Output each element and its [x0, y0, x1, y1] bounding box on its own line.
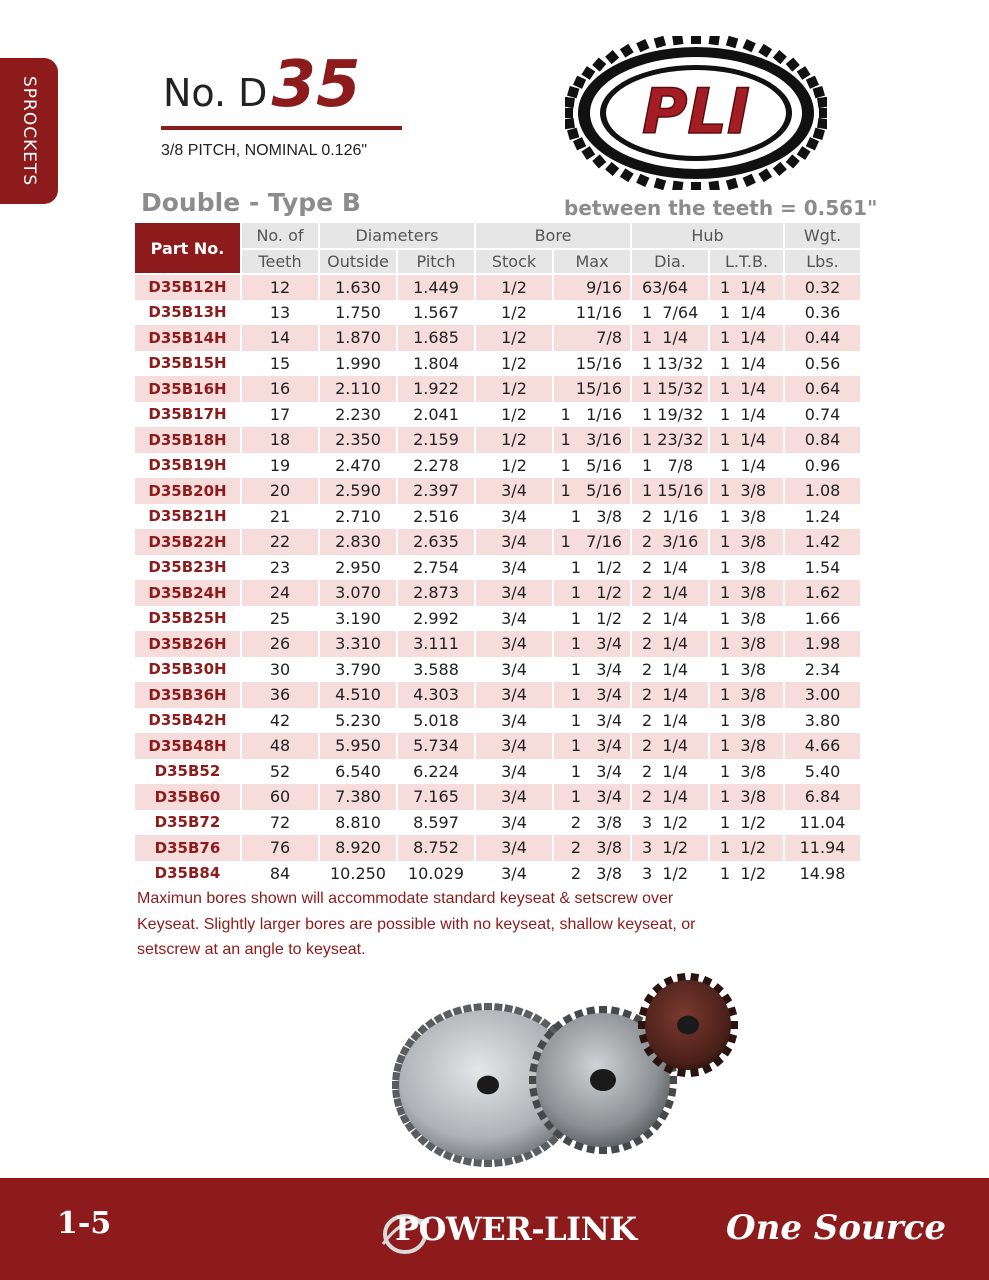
cell-max: 11/16: [553, 300, 631, 326]
cell-pitch: 2.041: [397, 402, 475, 428]
cell-pitch: 7.165: [397, 784, 475, 810]
cell-stock: 3/4: [475, 810, 553, 836]
cell-outside: 8.810: [319, 810, 397, 836]
cell-max: 1 5/16: [553, 453, 631, 479]
cell-max: 1 1/16: [553, 402, 631, 428]
cell-teeth: 19: [241, 453, 319, 479]
cell-pitch: 1.449: [397, 274, 475, 300]
cell-stock: 3/4: [475, 682, 553, 708]
header-hub: Hub: [631, 223, 784, 249]
cell-dia: 1 7/8: [631, 453, 709, 479]
cell-part: D35B26H: [135, 631, 241, 657]
cell-outside: 2.470: [319, 453, 397, 479]
cell-teeth: 72: [241, 810, 319, 836]
table-row: [135, 300, 860, 326]
cell-max: 2 3/8: [553, 861, 631, 887]
page-title: [163, 48, 361, 122]
cell-max: 1 7/16: [553, 529, 631, 555]
cell-teeth: 48: [241, 733, 319, 759]
cell-ltb: 1 1/2: [709, 835, 784, 861]
cell-dia: 1 13/32: [631, 351, 709, 377]
cell-outside: 3.070: [319, 580, 397, 606]
cell-teeth: 25: [241, 606, 319, 632]
cell-part: D35B25H: [135, 606, 241, 632]
cell-ltb: 1 1/2: [709, 861, 784, 887]
cell-pitch: 1.922: [397, 376, 475, 402]
table-row: [135, 529, 860, 555]
cell-teeth: 24: [241, 580, 319, 606]
cell-lbs: 6.84: [784, 784, 860, 810]
table-row: [135, 351, 860, 377]
header-bore: Bore: [475, 223, 631, 249]
cell-part: D35B84: [135, 861, 241, 887]
cell-stock: 1/2: [475, 351, 553, 377]
cell-outside: 3.790: [319, 657, 397, 683]
cell-part: D35B23H: [135, 555, 241, 581]
table-header-group-row: [135, 223, 860, 249]
cell-part: D35B42H: [135, 708, 241, 734]
cell-lbs: 11.04: [784, 810, 860, 836]
cell-lbs: 3.00: [784, 682, 860, 708]
cell-dia: 1 15/32: [631, 376, 709, 402]
cell-lbs: 0.74: [784, 402, 860, 428]
cell-outside: 2.350: [319, 427, 397, 453]
header-dia: Dia.: [631, 249, 709, 275]
cell-pitch: 3.588: [397, 657, 475, 683]
cell-max: 1 3/8: [553, 504, 631, 530]
cell-max: 15/16: [553, 351, 631, 377]
note-line: Keyseat. Slightly larger bores are possible with no keyseat, shallow keyseat, or: [137, 915, 696, 933]
cell-lbs: 1.24: [784, 504, 860, 530]
cell-outside: 2.590: [319, 478, 397, 504]
cell-max: 1 3/4: [553, 733, 631, 759]
table-row: [135, 402, 860, 428]
cell-max: 1 3/16: [553, 427, 631, 453]
cell-part: D35B17H: [135, 402, 241, 428]
cell-max: 15/16: [553, 376, 631, 402]
cell-dia: 3 1/2: [631, 810, 709, 836]
cell-part: D35B72: [135, 810, 241, 836]
cell-pitch: 4.303: [397, 682, 475, 708]
cell-max: 1 1/2: [553, 555, 631, 581]
cell-outside: 2.110: [319, 376, 397, 402]
cell-dia: 2 1/4: [631, 759, 709, 785]
cell-pitch: 2.159: [397, 427, 475, 453]
cell-teeth: 17: [241, 402, 319, 428]
section-note: between the teeth = 0.561": [564, 196, 878, 220]
cell-lbs: 0.84: [784, 427, 860, 453]
cell-part: D35B20H: [135, 478, 241, 504]
cell-ltb: 1 3/8: [709, 555, 784, 581]
cell-part: D35B21H: [135, 504, 241, 530]
cell-lbs: 0.36: [784, 300, 860, 326]
cell-teeth: 52: [241, 759, 319, 785]
cell-pitch: 2.278: [397, 453, 475, 479]
cell-outside: 1.750: [319, 300, 397, 326]
title-prefix: No. D: [163, 71, 268, 115]
cell-dia: 2 3/16: [631, 529, 709, 555]
cell-ltb: 1 3/8: [709, 580, 784, 606]
header-ltb: L.T.B.: [709, 249, 784, 275]
cell-pitch: 5.734: [397, 733, 475, 759]
cell-teeth: 36: [241, 682, 319, 708]
header-diameters: Diameters: [319, 223, 475, 249]
cell-dia: 2 1/16: [631, 504, 709, 530]
cell-part: D35B36H: [135, 682, 241, 708]
cell-ltb: 1 1/4: [709, 351, 784, 377]
cell-ltb: 1 3/8: [709, 529, 784, 555]
header-no-of: No. of: [241, 223, 319, 249]
brand-slogan: One Source: [726, 1208, 947, 1248]
cell-pitch: 2.992: [397, 606, 475, 632]
cell-dia: 2 1/4: [631, 580, 709, 606]
cell-ltb: 1 1/4: [709, 376, 784, 402]
cell-lbs: 2.34: [784, 657, 860, 683]
cell-stock: 3/4: [475, 529, 553, 555]
cell-ltb: 1 3/8: [709, 733, 784, 759]
cell-stock: 1/2: [475, 300, 553, 326]
sprocket-product-image: [388, 960, 748, 1175]
table-row: [135, 580, 860, 606]
cell-part: D35B15H: [135, 351, 241, 377]
cell-lbs: 0.44: [784, 325, 860, 351]
cell-outside: 2.830: [319, 529, 397, 555]
cell-part: D35B14H: [135, 325, 241, 351]
cell-teeth: 84: [241, 861, 319, 887]
cell-pitch: 8.752: [397, 835, 475, 861]
cell-dia: 3 1/2: [631, 861, 709, 887]
cell-lbs: 1.62: [784, 580, 860, 606]
cell-lbs: 5.40: [784, 759, 860, 785]
cell-outside: 1.630: [319, 274, 397, 300]
table-row: [135, 682, 860, 708]
cell-stock: 1/2: [475, 453, 553, 479]
cell-pitch: 1.685: [397, 325, 475, 351]
page-number: 1-5: [57, 1206, 112, 1241]
cell-pitch: 10.029: [397, 861, 475, 887]
cell-outside: 5.230: [319, 708, 397, 734]
cell-outside: 2.710: [319, 504, 397, 530]
cell-ltb: 1 3/8: [709, 657, 784, 683]
section-heading: Double - Type B: [141, 188, 361, 217]
cell-outside: 3.190: [319, 606, 397, 632]
cell-pitch: 2.754: [397, 555, 475, 581]
cell-pitch: 3.111: [397, 631, 475, 657]
cell-stock: 3/4: [475, 478, 553, 504]
header-outside: Outside: [319, 249, 397, 275]
cell-dia: 1 23/32: [631, 427, 709, 453]
cell-lbs: 0.32: [784, 274, 860, 300]
cell-part: D35B30H: [135, 657, 241, 683]
cell-max: 1 1/2: [553, 606, 631, 632]
cell-teeth: 18: [241, 427, 319, 453]
cell-lbs: 1.54: [784, 555, 860, 581]
spec-table: [135, 223, 860, 886]
cell-max: 1 1/2: [553, 580, 631, 606]
cell-ltb: 1 1/4: [709, 402, 784, 428]
cell-teeth: 30: [241, 657, 319, 683]
cell-outside: 1.990: [319, 351, 397, 377]
cell-ltb: 1 1/4: [709, 427, 784, 453]
cell-dia: 1 7/64: [631, 300, 709, 326]
cell-ltb: 1 1/2: [709, 810, 784, 836]
cell-lbs: 0.56: [784, 351, 860, 377]
table-row: [135, 861, 860, 887]
cell-teeth: 26: [241, 631, 319, 657]
title-rule: [161, 126, 402, 130]
cell-teeth: 21: [241, 504, 319, 530]
cell-pitch: 5.018: [397, 708, 475, 734]
cell-part: D35B18H: [135, 427, 241, 453]
cell-stock: 1/2: [475, 325, 553, 351]
cell-dia: 2 1/4: [631, 733, 709, 759]
logo-text: PLI: [641, 75, 751, 148]
cell-dia: 2 1/4: [631, 606, 709, 632]
cell-part: D35B16H: [135, 376, 241, 402]
table-row: [135, 784, 860, 810]
cell-stock: 3/4: [475, 580, 553, 606]
table-row: [135, 733, 860, 759]
header-pitch: Pitch: [397, 249, 475, 275]
table-row: [135, 657, 860, 683]
cell-outside: 8.920: [319, 835, 397, 861]
note-line: setscrew at an angle to keyseat.: [137, 941, 366, 958]
cell-pitch: 2.397: [397, 478, 475, 504]
cell-stock: 3/4: [475, 657, 553, 683]
table-row: [135, 427, 860, 453]
cell-dia: 2 1/4: [631, 708, 709, 734]
cell-outside: 5.950: [319, 733, 397, 759]
brand-name: POWER-LINK: [395, 1210, 637, 1248]
cell-lbs: 0.96: [784, 453, 860, 479]
cell-teeth: 76: [241, 835, 319, 861]
cell-max: 1 3/4: [553, 682, 631, 708]
cell-lbs: 3.80: [784, 708, 860, 734]
cell-dia: 2 1/4: [631, 657, 709, 683]
cell-outside: 6.540: [319, 759, 397, 785]
cell-pitch: 2.635: [397, 529, 475, 555]
table-row: [135, 325, 860, 351]
bore-note: [137, 886, 837, 963]
table-row: [135, 274, 860, 300]
cell-outside: 7.380: [319, 784, 397, 810]
cell-teeth: 15: [241, 351, 319, 377]
cell-teeth: 20: [241, 478, 319, 504]
cell-outside: 2.950: [319, 555, 397, 581]
cell-stock: 3/4: [475, 784, 553, 810]
cell-max: 2 3/8: [553, 810, 631, 836]
cell-max: 1 3/4: [553, 784, 631, 810]
table-row: [135, 376, 860, 402]
cell-stock: 3/4: [475, 606, 553, 632]
cell-ltb: 1 1/4: [709, 300, 784, 326]
cell-teeth: 12: [241, 274, 319, 300]
cell-pitch: 2.873: [397, 580, 475, 606]
cell-max: 1 3/4: [553, 708, 631, 734]
cell-dia: 2 1/4: [631, 631, 709, 657]
cell-pitch: 6.224: [397, 759, 475, 785]
cell-lbs: 4.66: [784, 733, 860, 759]
cell-outside: 4.510: [319, 682, 397, 708]
header-stock: Stock: [475, 249, 553, 275]
table-row: [135, 759, 860, 785]
cell-pitch: 2.516: [397, 504, 475, 530]
cell-part: D35B13H: [135, 300, 241, 326]
header-wgt: Wgt.: [784, 223, 860, 249]
cell-max: 9/16: [553, 274, 631, 300]
table-row: [135, 810, 860, 836]
cell-ltb: 1 1/4: [709, 274, 784, 300]
header-part-no: Part No.: [135, 223, 241, 274]
table-header-col-row: [135, 249, 860, 275]
header-max: Max: [553, 249, 631, 275]
cell-max: 1 3/4: [553, 759, 631, 785]
cell-max: 1 3/4: [553, 631, 631, 657]
table-row: [135, 606, 860, 632]
table-row: [135, 631, 860, 657]
cell-teeth: 23: [241, 555, 319, 581]
cell-teeth: 22: [241, 529, 319, 555]
cell-part: D35B12H: [135, 274, 241, 300]
cell-outside: 1.870: [319, 325, 397, 351]
cell-teeth: 13: [241, 300, 319, 326]
cell-dia: 63/64: [631, 274, 709, 300]
cell-max: 1 5/16: [553, 478, 631, 504]
table-row: [135, 453, 860, 479]
cell-stock: 3/4: [475, 708, 553, 734]
cell-part: D35B48H: [135, 733, 241, 759]
cell-ltb: 1 1/4: [709, 453, 784, 479]
cell-lbs: 1.08: [784, 478, 860, 504]
cell-dia: 1 19/32: [631, 402, 709, 428]
cell-pitch: 1.567: [397, 300, 475, 326]
cell-lbs: 14.98: [784, 861, 860, 887]
cell-part: D35B24H: [135, 580, 241, 606]
cell-ltb: 1 3/8: [709, 708, 784, 734]
cell-stock: 1/2: [475, 376, 553, 402]
cell-lbs: 1.42: [784, 529, 860, 555]
cell-ltb: 1 1/4: [709, 325, 784, 351]
cell-dia: 1 15/16: [631, 478, 709, 504]
cell-dia: 3 1/2: [631, 835, 709, 861]
cell-max: 2 3/8: [553, 835, 631, 861]
cell-teeth: 16: [241, 376, 319, 402]
cell-dia: 2 1/4: [631, 784, 709, 810]
cell-part: D35B76: [135, 835, 241, 861]
cell-teeth: 60: [241, 784, 319, 810]
cell-part: D35B22H: [135, 529, 241, 555]
sprocket-logo-icon: [565, 36, 827, 190]
note-line: Maximun bores shown will accommodate standard keyseat & setscrew over: [137, 890, 674, 907]
table-row: [135, 708, 860, 734]
side-tab-label: SPROCKETS: [19, 75, 39, 187]
cell-stock: 3/4: [475, 631, 553, 657]
cell-stock: 3/4: [475, 861, 553, 887]
cell-max: 1 3/4: [553, 657, 631, 683]
cell-ltb: 1 3/8: [709, 478, 784, 504]
cell-max: 7/8: [553, 325, 631, 351]
cell-ltb: 1 3/8: [709, 606, 784, 632]
cell-lbs: 11.94: [784, 835, 860, 861]
cell-dia: 2 1/4: [631, 682, 709, 708]
header-teeth: Teeth: [241, 249, 319, 275]
cell-ltb: 1 3/8: [709, 682, 784, 708]
header-lbs: Lbs.: [784, 249, 860, 275]
cell-stock: 3/4: [475, 504, 553, 530]
cell-stock: 1/2: [475, 427, 553, 453]
table-row: [135, 835, 860, 861]
cell-stock: 1/2: [475, 274, 553, 300]
cell-lbs: 1.98: [784, 631, 860, 657]
cell-stock: 3/4: [475, 759, 553, 785]
cell-outside: 2.230: [319, 402, 397, 428]
table-row: [135, 504, 860, 530]
cell-ltb: 1 3/8: [709, 759, 784, 785]
cell-ltb: 1 3/8: [709, 784, 784, 810]
cell-teeth: 14: [241, 325, 319, 351]
cell-dia: 1 1/4: [631, 325, 709, 351]
cell-stock: 3/4: [475, 733, 553, 759]
page-subtitle: 3/8 PITCH, NOMINAL 0.126": [161, 142, 368, 159]
side-tab: [0, 58, 58, 204]
title-number: 35: [271, 48, 361, 122]
cell-stock: 3/4: [475, 555, 553, 581]
cell-stock: 3/4: [475, 835, 553, 861]
cell-outside: 10.250: [319, 861, 397, 887]
cell-lbs: 0.64: [784, 376, 860, 402]
cell-part: D35B60: [135, 784, 241, 810]
cell-ltb: 1 3/8: [709, 631, 784, 657]
cell-teeth: 42: [241, 708, 319, 734]
cell-part: D35B19H: [135, 453, 241, 479]
cell-outside: 3.310: [319, 631, 397, 657]
cell-ltb: 1 3/8: [709, 504, 784, 530]
cell-part: D35B52: [135, 759, 241, 785]
cell-stock: 1/2: [475, 402, 553, 428]
cell-pitch: 8.597: [397, 810, 475, 836]
table-row: [135, 478, 860, 504]
cell-lbs: 1.66: [784, 606, 860, 632]
table-row: [135, 555, 860, 581]
cell-pitch: 1.804: [397, 351, 475, 377]
cell-dia: 2 1/4: [631, 555, 709, 581]
